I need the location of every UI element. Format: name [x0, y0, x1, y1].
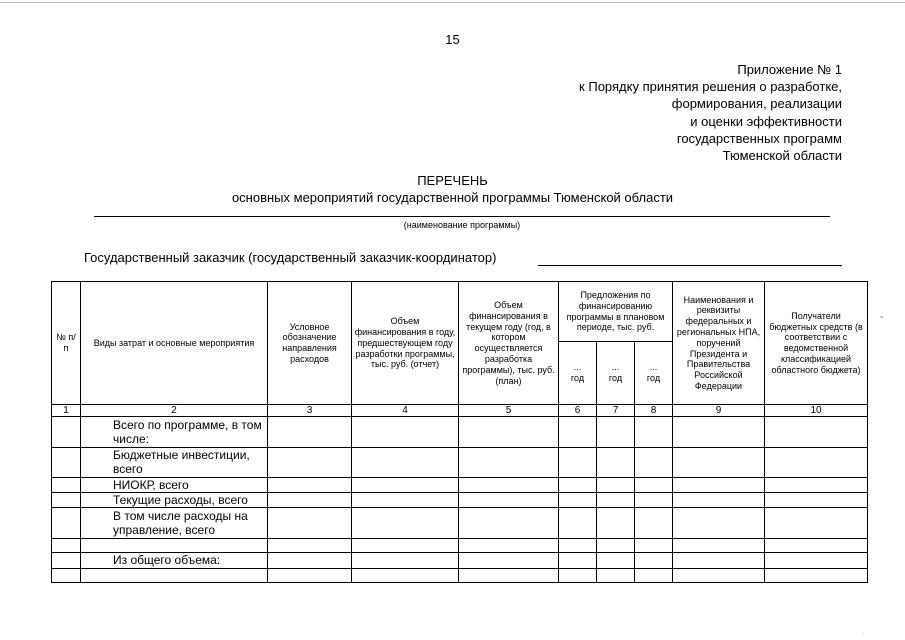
- appendix-line: Тюменской области: [722, 148, 842, 164]
- table-row: [52, 492, 868, 507]
- appendix-block: [579, 61, 842, 164]
- customer-fill-line: [538, 265, 842, 266]
- title-subheading: основных мероприятий государственной программы Тюменской области: [231, 190, 674, 205]
- row-label: В том числе расходы на управление, всего: [81, 507, 268, 538]
- year-word: год: [646, 373, 661, 384]
- table-row: [52, 538, 868, 552]
- year-dots: ...: [649, 362, 658, 373]
- customer-label: Государственный заказчик (государственный заказчик-координатор): [84, 250, 497, 265]
- header-number: № п/п: [52, 282, 81, 405]
- row-label: Всего по программе, в том числе:: [81, 417, 268, 447]
- column-number: 1: [52, 405, 81, 417]
- table-row: [52, 552, 868, 568]
- row-label: [81, 538, 268, 552]
- column-number: 9: [673, 405, 765, 417]
- margin-mark: -: [880, 312, 884, 323]
- table-row: [52, 447, 868, 477]
- header-recipients: Получатели бюджетных средств (в соответствии с ведомственной классификацией областного бюджета): [765, 282, 868, 405]
- row-label: [81, 568, 268, 582]
- column-number: 6: [559, 405, 597, 417]
- top-edge-line: [0, 2, 905, 3]
- row-label: Текущие расходы, всего: [81, 492, 268, 507]
- column-number: 2: [81, 405, 268, 417]
- title-heading: ПЕРЕЧЕНЬ: [417, 173, 488, 188]
- year-word: год: [570, 373, 585, 384]
- column-number: 10: [765, 405, 868, 417]
- row-label: Из общего объема:: [81, 552, 268, 568]
- year-word: год: [608, 373, 623, 384]
- column-number: 5: [459, 405, 559, 417]
- measures-table: [51, 281, 868, 583]
- program-name-line: [94, 216, 830, 217]
- column-number: 4: [352, 405, 459, 417]
- appendix-line: государственных программ: [676, 130, 842, 146]
- header-year-3: [635, 342, 673, 405]
- column-number: 8: [635, 405, 673, 417]
- header-year-1: [559, 342, 597, 405]
- header-prev-year-funding: Объем финансирования в году, предшествующем году разработки программы, тыс. руб. (отчет): [352, 282, 459, 405]
- column-number: 3: [268, 405, 352, 417]
- appendix-line: Приложение № 1: [737, 62, 842, 77]
- header-legal-acts: Наименования и реквизиты федеральных и региональных НПА, поручений Президента и Правительства Российской Федерации: [673, 282, 765, 405]
- header-expense-code: Условное обозначение направления расходов: [268, 282, 352, 405]
- program-name-caption: (наименование программы): [403, 220, 521, 230]
- appendix-line: формирования, реализации: [671, 96, 842, 112]
- header-current-year-funding: Объем финансирования в текущем году (год, в котором осуществляется разработка программы), тыс. руб. (план): [459, 282, 559, 405]
- year-dots: ...: [611, 362, 620, 373]
- row-label: НИОКР, всего: [81, 477, 268, 492]
- page-number: 15: [445, 32, 460, 47]
- header-year-2: [597, 342, 635, 405]
- corner-mark: ·: [862, 628, 865, 638]
- document-title: [0, 172, 905, 206]
- appendix-line: и оценки эффективности: [690, 113, 842, 129]
- column-number: 7: [597, 405, 635, 417]
- table-row: [52, 507, 868, 538]
- year-dots: ...: [573, 362, 582, 373]
- appendix-line: к Порядку принятия решения о разработке,: [579, 79, 842, 95]
- header-expense-types: Виды затрат и основные мероприятия: [81, 282, 268, 405]
- table-row: [52, 417, 868, 447]
- header-planned-funding: Предложения по финансированию программы в плановом периоде, тыс. руб.: [559, 282, 673, 342]
- column-number-row: [52, 405, 868, 417]
- header-row: [52, 282, 868, 342]
- table-row: [52, 477, 868, 492]
- row-label: Бюджетные инвестиции, всего: [81, 447, 268, 477]
- table-row: [52, 568, 868, 582]
